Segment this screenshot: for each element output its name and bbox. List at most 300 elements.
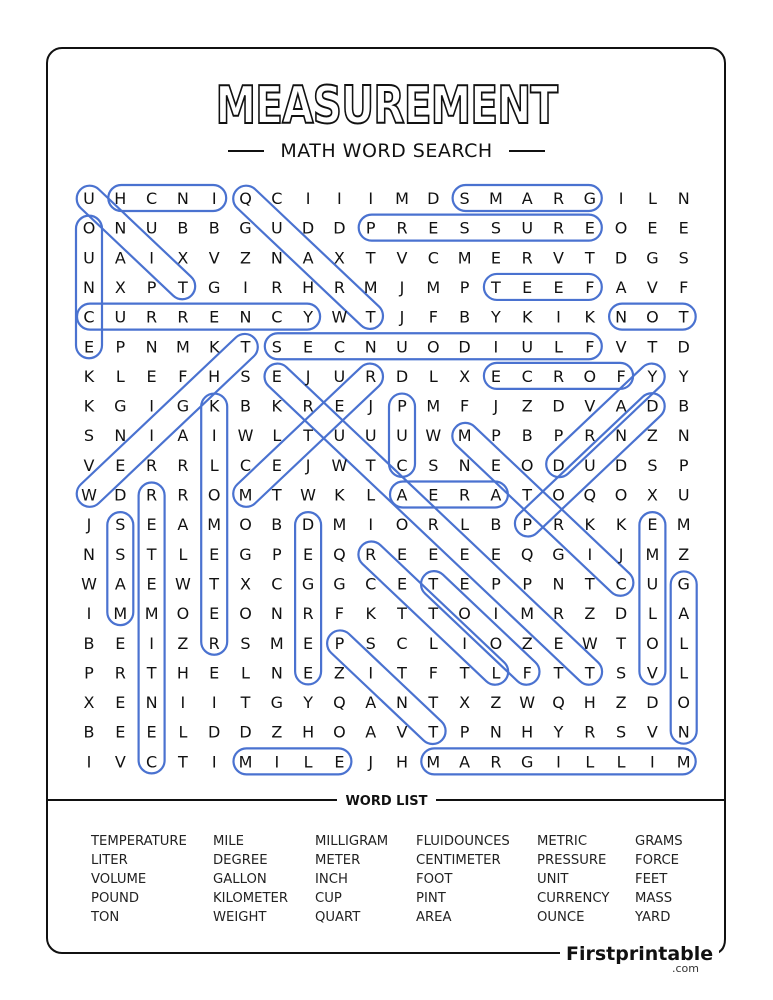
grid-letter: A — [365, 722, 377, 742]
grid-letter: L — [115, 366, 125, 386]
grid-letter: P — [491, 574, 501, 594]
grid-letter: E — [522, 277, 533, 297]
grid-letter: I — [368, 189, 374, 208]
word-list-item: MILLIGRAM — [315, 834, 389, 849]
grid-letter: N — [677, 722, 690, 742]
grid-letter: D — [208, 722, 221, 742]
grid-letter: E — [115, 722, 126, 742]
grid-letter: S — [115, 544, 126, 564]
grid-letter: T — [365, 307, 376, 327]
grid-letter: G — [301, 574, 315, 594]
grid-letter: E — [209, 604, 220, 624]
grid-letter: R — [552, 515, 565, 535]
grid-letter: J — [399, 277, 405, 297]
grid-letter: Z — [646, 426, 658, 446]
grid-letter: T — [240, 693, 251, 713]
grid-letter: Q — [520, 544, 534, 564]
grid-letter: K — [271, 396, 283, 416]
grid-letter: S — [616, 663, 627, 683]
grid-letter: O — [333, 722, 346, 742]
grid-letter: E — [209, 307, 220, 327]
grid-letter: A — [177, 426, 189, 446]
word-list-item: YARD — [635, 910, 671, 925]
grid-letter: O — [82, 218, 96, 238]
grid-letter: R — [365, 366, 377, 386]
grid-letter: H — [176, 663, 189, 683]
grid-letter: G — [239, 218, 252, 238]
grid-letter: S — [678, 248, 689, 268]
word-list-item: METRIC — [537, 834, 588, 849]
grid-letter: A — [459, 752, 471, 772]
grid-letter: U — [145, 218, 158, 238]
grid-letter: L — [585, 752, 595, 772]
grid-letter: A — [114, 574, 126, 594]
word-list-item: QUART — [315, 910, 361, 925]
grid-letter: V — [553, 248, 564, 268]
grid-letter: R — [146, 307, 158, 327]
grid-letter: Z — [490, 693, 502, 713]
grid-letter: G — [176, 396, 190, 416]
grid-letter: K — [208, 396, 220, 416]
grid-letter: E — [209, 663, 220, 683]
grid-letter: E — [490, 366, 501, 386]
grid-letter: M — [269, 633, 284, 653]
grid-letter: W — [425, 426, 442, 446]
grid-letter: L — [209, 455, 219, 475]
grid-letter: B — [459, 307, 471, 327]
grid-letter: S — [647, 455, 658, 475]
grid-letter: H — [302, 722, 315, 742]
grid-letter: M — [676, 752, 691, 772]
grid-letter: U — [396, 426, 408, 446]
word-list-item: PINT — [416, 891, 446, 906]
grid-letter: X — [83, 693, 95, 713]
grid-letter: L — [647, 604, 657, 624]
grid-letter: I — [556, 752, 561, 772]
grid-letter: V — [584, 396, 596, 416]
grid-letter: D — [552, 396, 565, 416]
grid-letter: F — [178, 366, 188, 386]
grid-letter: T — [178, 752, 188, 772]
grid-letter: V — [646, 277, 658, 297]
grid-letter: T — [209, 574, 220, 594]
grid-letter: H — [302, 277, 315, 297]
word-list-label: WORD LIST — [337, 794, 435, 809]
grid-letter: H — [521, 722, 534, 742]
grid-letter: E — [303, 663, 314, 683]
grid-letter: E — [428, 544, 439, 564]
grid-letter: O — [614, 218, 628, 238]
grid-letter: P — [271, 544, 282, 564]
grid-letter: F — [428, 663, 438, 683]
grid-letter: G — [239, 544, 252, 564]
grid-letter: E — [584, 218, 595, 238]
grid-letter: H — [208, 366, 221, 386]
grid-letter: M — [144, 604, 159, 624]
grid-letter: I — [180, 693, 186, 713]
grid-letter: Z — [240, 248, 251, 268]
grid-letter: D — [677, 337, 690, 357]
grid-letter: G — [207, 277, 221, 297]
grid-letter: M — [645, 544, 660, 564]
grid-letter: K — [615, 515, 627, 535]
grid-letter: M — [113, 604, 128, 624]
grid-letter: M — [426, 752, 441, 772]
grid-letter: D — [333, 218, 346, 238]
word-list-column — [635, 832, 725, 927]
grid-letter: E — [490, 544, 501, 564]
grid-letter: Z — [521, 396, 533, 416]
grid-letter: E — [271, 366, 282, 386]
grid-letter: Z — [333, 663, 345, 683]
grid-letter: O — [489, 633, 503, 653]
grid-letter: T — [428, 722, 439, 742]
grid-letter: E — [396, 574, 408, 594]
grid-letter: D — [427, 189, 440, 208]
grid-letter: D — [239, 722, 252, 742]
grid-letter: P — [365, 218, 376, 238]
grid-letter: E — [303, 337, 314, 357]
word-list-column — [213, 832, 315, 927]
word-list-item: FEET — [635, 872, 668, 887]
grid-letter: R — [302, 396, 314, 416]
grid-letter: O — [239, 515, 252, 535]
grid-letter: L — [491, 663, 501, 683]
grid-letter: C — [427, 248, 439, 268]
grid-letter: E — [428, 485, 439, 505]
grid-letter: E — [303, 633, 314, 653]
grid-letter: C — [271, 307, 283, 327]
grid-letter: L — [178, 544, 188, 564]
found-word-highlight — [484, 274, 602, 300]
word-list-item: WEIGHT — [213, 910, 267, 925]
grid-letter: I — [149, 426, 154, 446]
grid-letter: I — [149, 248, 154, 268]
grid-letter: G — [520, 752, 534, 772]
grid-letter: N — [270, 248, 283, 268]
grid-letter: R — [333, 277, 345, 297]
grid-letter: M — [488, 189, 503, 208]
grid-letter: M — [520, 604, 535, 624]
grid-letter: J — [368, 752, 374, 772]
grid-letter: W — [581, 633, 598, 653]
grid-letter: Y — [303, 693, 313, 713]
grid-letter: T — [678, 307, 689, 327]
grid-letter: B — [177, 218, 189, 238]
word-list-item: LITER — [91, 853, 128, 868]
grid-letter: I — [462, 633, 467, 653]
grid-letter: T — [271, 485, 282, 505]
grid-letter: R — [177, 485, 189, 505]
grid-letter: E — [553, 633, 564, 653]
found-word-highlight — [359, 215, 602, 241]
grid-letter: C — [271, 189, 283, 208]
grid-letter: E — [146, 574, 157, 594]
grid-letter: O — [677, 693, 690, 713]
grid-letter: O — [395, 515, 409, 535]
grid-letter: B — [678, 396, 690, 416]
grid-letter: M — [426, 396, 441, 416]
grid-letter: N — [270, 604, 283, 624]
word-list-column — [537, 832, 635, 927]
grid-letter: I — [149, 396, 154, 416]
grid-letter: Q — [333, 544, 346, 564]
grid-letter: T — [459, 663, 470, 683]
grid-letter: A — [114, 248, 126, 268]
grid-letter: C — [271, 574, 283, 594]
grid-letter: R — [271, 277, 283, 297]
grid-letter: L — [241, 663, 250, 683]
grid-letter: X — [333, 248, 345, 268]
grid-letter: P — [522, 574, 533, 594]
grid-letter: I — [149, 633, 154, 653]
grid-letter: H — [583, 693, 596, 713]
grid-letter: F — [459, 396, 470, 416]
grid-letter: O — [207, 485, 221, 505]
grid-letter: J — [305, 455, 311, 475]
grid-letter: N — [364, 337, 377, 357]
found-word-highlight — [295, 512, 321, 684]
grid-letter: R — [584, 426, 596, 446]
grid-letter: P — [459, 277, 470, 297]
word-list-item: MASS — [635, 891, 673, 906]
grid-letter: U — [521, 337, 534, 357]
brand-suffix: .com — [672, 962, 699, 975]
grid-letter: V — [208, 248, 220, 268]
grid-letter: I — [211, 693, 217, 713]
grid-letter: A — [302, 248, 314, 268]
grid-letter: S — [83, 426, 95, 446]
grid-letter: T — [365, 248, 376, 268]
grid-letter: T — [584, 574, 595, 594]
grid-letter: L — [428, 366, 438, 386]
grid-letter: N — [552, 574, 565, 594]
grid-letter: L — [679, 633, 689, 653]
grid-letter: O — [614, 485, 628, 505]
grid-letter: M — [332, 515, 347, 535]
grid-letter: H — [395, 752, 409, 772]
grid-letter: S — [115, 515, 126, 535]
word-list-heading — [0, 790, 773, 809]
grid-letter: P — [553, 426, 564, 446]
grid-letter: Y — [303, 307, 313, 327]
grid-letter: X — [177, 248, 189, 268]
grid-letter: N — [83, 544, 95, 564]
grid-letter: D — [301, 515, 315, 535]
word-list-item: GRAMS — [635, 834, 683, 849]
grid-letter: D — [646, 693, 659, 713]
grid-letter: U — [396, 337, 408, 357]
grid-letter: R — [302, 604, 314, 624]
grid-letter: N — [458, 455, 471, 475]
grid-letter: B — [83, 722, 95, 742]
word-list-item: CUP — [315, 891, 342, 906]
grid-letter: G — [114, 396, 127, 416]
grid-letter: W — [519, 693, 536, 713]
grid-letter: O — [520, 455, 534, 475]
grid-letter: C — [239, 455, 252, 475]
grid-letter: S — [428, 455, 439, 475]
grid-letter: N — [489, 722, 502, 742]
grid-letter: P — [522, 515, 533, 535]
grid-letter: E — [115, 693, 126, 713]
grid-letter: K — [365, 604, 376, 624]
grid-letter: E — [490, 248, 501, 268]
grid-letter: U — [83, 189, 95, 208]
grid-letter: T — [146, 663, 157, 683]
grid-letter: T — [397, 604, 407, 624]
grid-letter: S — [271, 337, 282, 357]
grid-letter: P — [678, 455, 689, 475]
grid-letter: G — [333, 574, 346, 594]
grid-letter: T — [240, 337, 251, 357]
grid-letter: Z — [678, 544, 690, 564]
grid-letter: N — [114, 426, 127, 446]
grid-letter: P — [334, 633, 345, 653]
grid-letter: B — [208, 218, 220, 238]
grid-letter: E — [115, 455, 126, 475]
grid-letter: K — [83, 396, 95, 416]
grid-letter: N — [615, 426, 628, 446]
word-list-column — [91, 832, 213, 927]
grid-letter: C — [146, 752, 158, 772]
grid-letter: C — [365, 574, 377, 594]
grid-letter: R — [552, 366, 565, 386]
grid-letter: M — [457, 248, 472, 268]
grid-letter: Z — [584, 604, 596, 624]
grid-letter: E — [303, 544, 314, 564]
grid-letter: O — [646, 307, 659, 327]
grid-letter: I — [305, 189, 311, 208]
grid-letter: H — [114, 189, 127, 208]
grid-letter: V — [114, 752, 126, 772]
grid-letter: P — [397, 396, 407, 416]
grid-letter: T — [522, 485, 533, 505]
word-list-item: INCH — [315, 872, 348, 887]
grid-letter: K — [584, 515, 596, 535]
grid-letter: E — [115, 633, 126, 653]
grid-letter: P — [146, 277, 157, 297]
grid-letter: G — [583, 189, 597, 208]
grid-letter: M — [395, 189, 409, 208]
grid-letter: R — [177, 455, 189, 475]
found-word-highlight — [447, 418, 639, 602]
grid-letter: M — [426, 277, 441, 297]
grid-letter: Q — [239, 189, 252, 208]
grid-letter: E — [459, 574, 470, 594]
grid-letter: J — [493, 396, 499, 416]
grid-letter: R — [584, 722, 596, 742]
word-list-item: METER — [315, 853, 361, 868]
grid-letter: E — [678, 218, 689, 238]
grid-letter: L — [460, 515, 470, 535]
grid-letter: T — [616, 633, 626, 653]
grid-letter: T — [584, 663, 595, 683]
grid-letter: I — [368, 515, 374, 535]
grid-letter: B — [271, 515, 283, 535]
grid-letter: Y — [678, 366, 689, 386]
found-word-highlight — [639, 512, 665, 684]
word-list-item: PRESSURE — [537, 853, 607, 868]
grid-letter: R — [552, 604, 565, 624]
grid-letter: T — [584, 248, 595, 268]
grid-letter: N — [83, 277, 95, 297]
grid-letter: Y — [553, 722, 564, 742]
found-word-highlight — [71, 329, 263, 513]
grid-letter: I — [211, 426, 217, 446]
grid-letter: F — [616, 366, 626, 386]
grid-letter: F — [585, 277, 595, 297]
grid-letter: C — [396, 633, 408, 653]
grid-letter: U — [333, 426, 346, 446]
grid-letter: T — [428, 693, 439, 713]
grid-letter: D — [458, 337, 471, 357]
grid-letter: L — [366, 485, 376, 505]
grid-letter: J — [618, 544, 624, 564]
grid-letter: T — [303, 426, 313, 446]
grid-letter: W — [331, 307, 348, 327]
grid-letter: J — [305, 366, 311, 386]
grid-letter: O — [176, 604, 190, 624]
grid-letter: M — [238, 485, 253, 505]
grid-letter: E — [146, 722, 157, 742]
word-list-item: VOLUME — [91, 872, 147, 887]
grid-letter: C — [396, 455, 408, 475]
grid-letter: E — [553, 277, 564, 297]
grid-letter: T — [553, 663, 564, 683]
word-list-item: UNIT — [537, 872, 569, 887]
grid-letter: W — [331, 455, 348, 475]
grid-letter: F — [428, 307, 438, 327]
grid-letter: R — [114, 663, 126, 683]
grid-letter: X — [459, 366, 471, 386]
word-list-item: DEGREE — [213, 853, 268, 868]
grid-letter: U — [270, 218, 283, 238]
grid-letter: U — [333, 366, 346, 386]
grid-letter: L — [554, 337, 563, 357]
grid-letter: S — [240, 633, 251, 653]
grid-letter: P — [115, 337, 126, 357]
grid-letter: I — [86, 752, 92, 772]
grid-letter: W — [237, 426, 254, 446]
grid-letter: D — [646, 396, 659, 416]
grid-letter: R — [490, 752, 502, 772]
grid-letter: T — [647, 337, 658, 357]
grid-letter: W — [174, 574, 191, 594]
word-list-column — [315, 832, 416, 927]
grid-letter: E — [490, 455, 501, 475]
grid-letter: E — [647, 218, 658, 238]
grid-letter: T — [428, 604, 439, 624]
grid-letter: Z — [615, 693, 627, 713]
grid-letter: F — [679, 277, 689, 297]
grid-letter: R — [146, 485, 158, 505]
grid-letter: E — [271, 455, 282, 475]
grid-letter: E — [83, 337, 95, 357]
grid-letter: K — [334, 485, 345, 505]
grid-letter: S — [490, 218, 501, 238]
grid-letter: E — [209, 544, 220, 564]
word-list-item: OUNCE — [537, 910, 585, 925]
word-list-item: AREA — [416, 910, 452, 925]
grid-letter: W — [81, 485, 97, 505]
grid-letter: D — [301, 218, 315, 238]
grid-letter: M — [457, 426, 472, 446]
grid-letter: F — [522, 663, 532, 683]
page-title: MEASUREMENT — [215, 76, 558, 136]
grid-letter: I — [618, 189, 624, 208]
grid-letter: G — [677, 574, 690, 594]
